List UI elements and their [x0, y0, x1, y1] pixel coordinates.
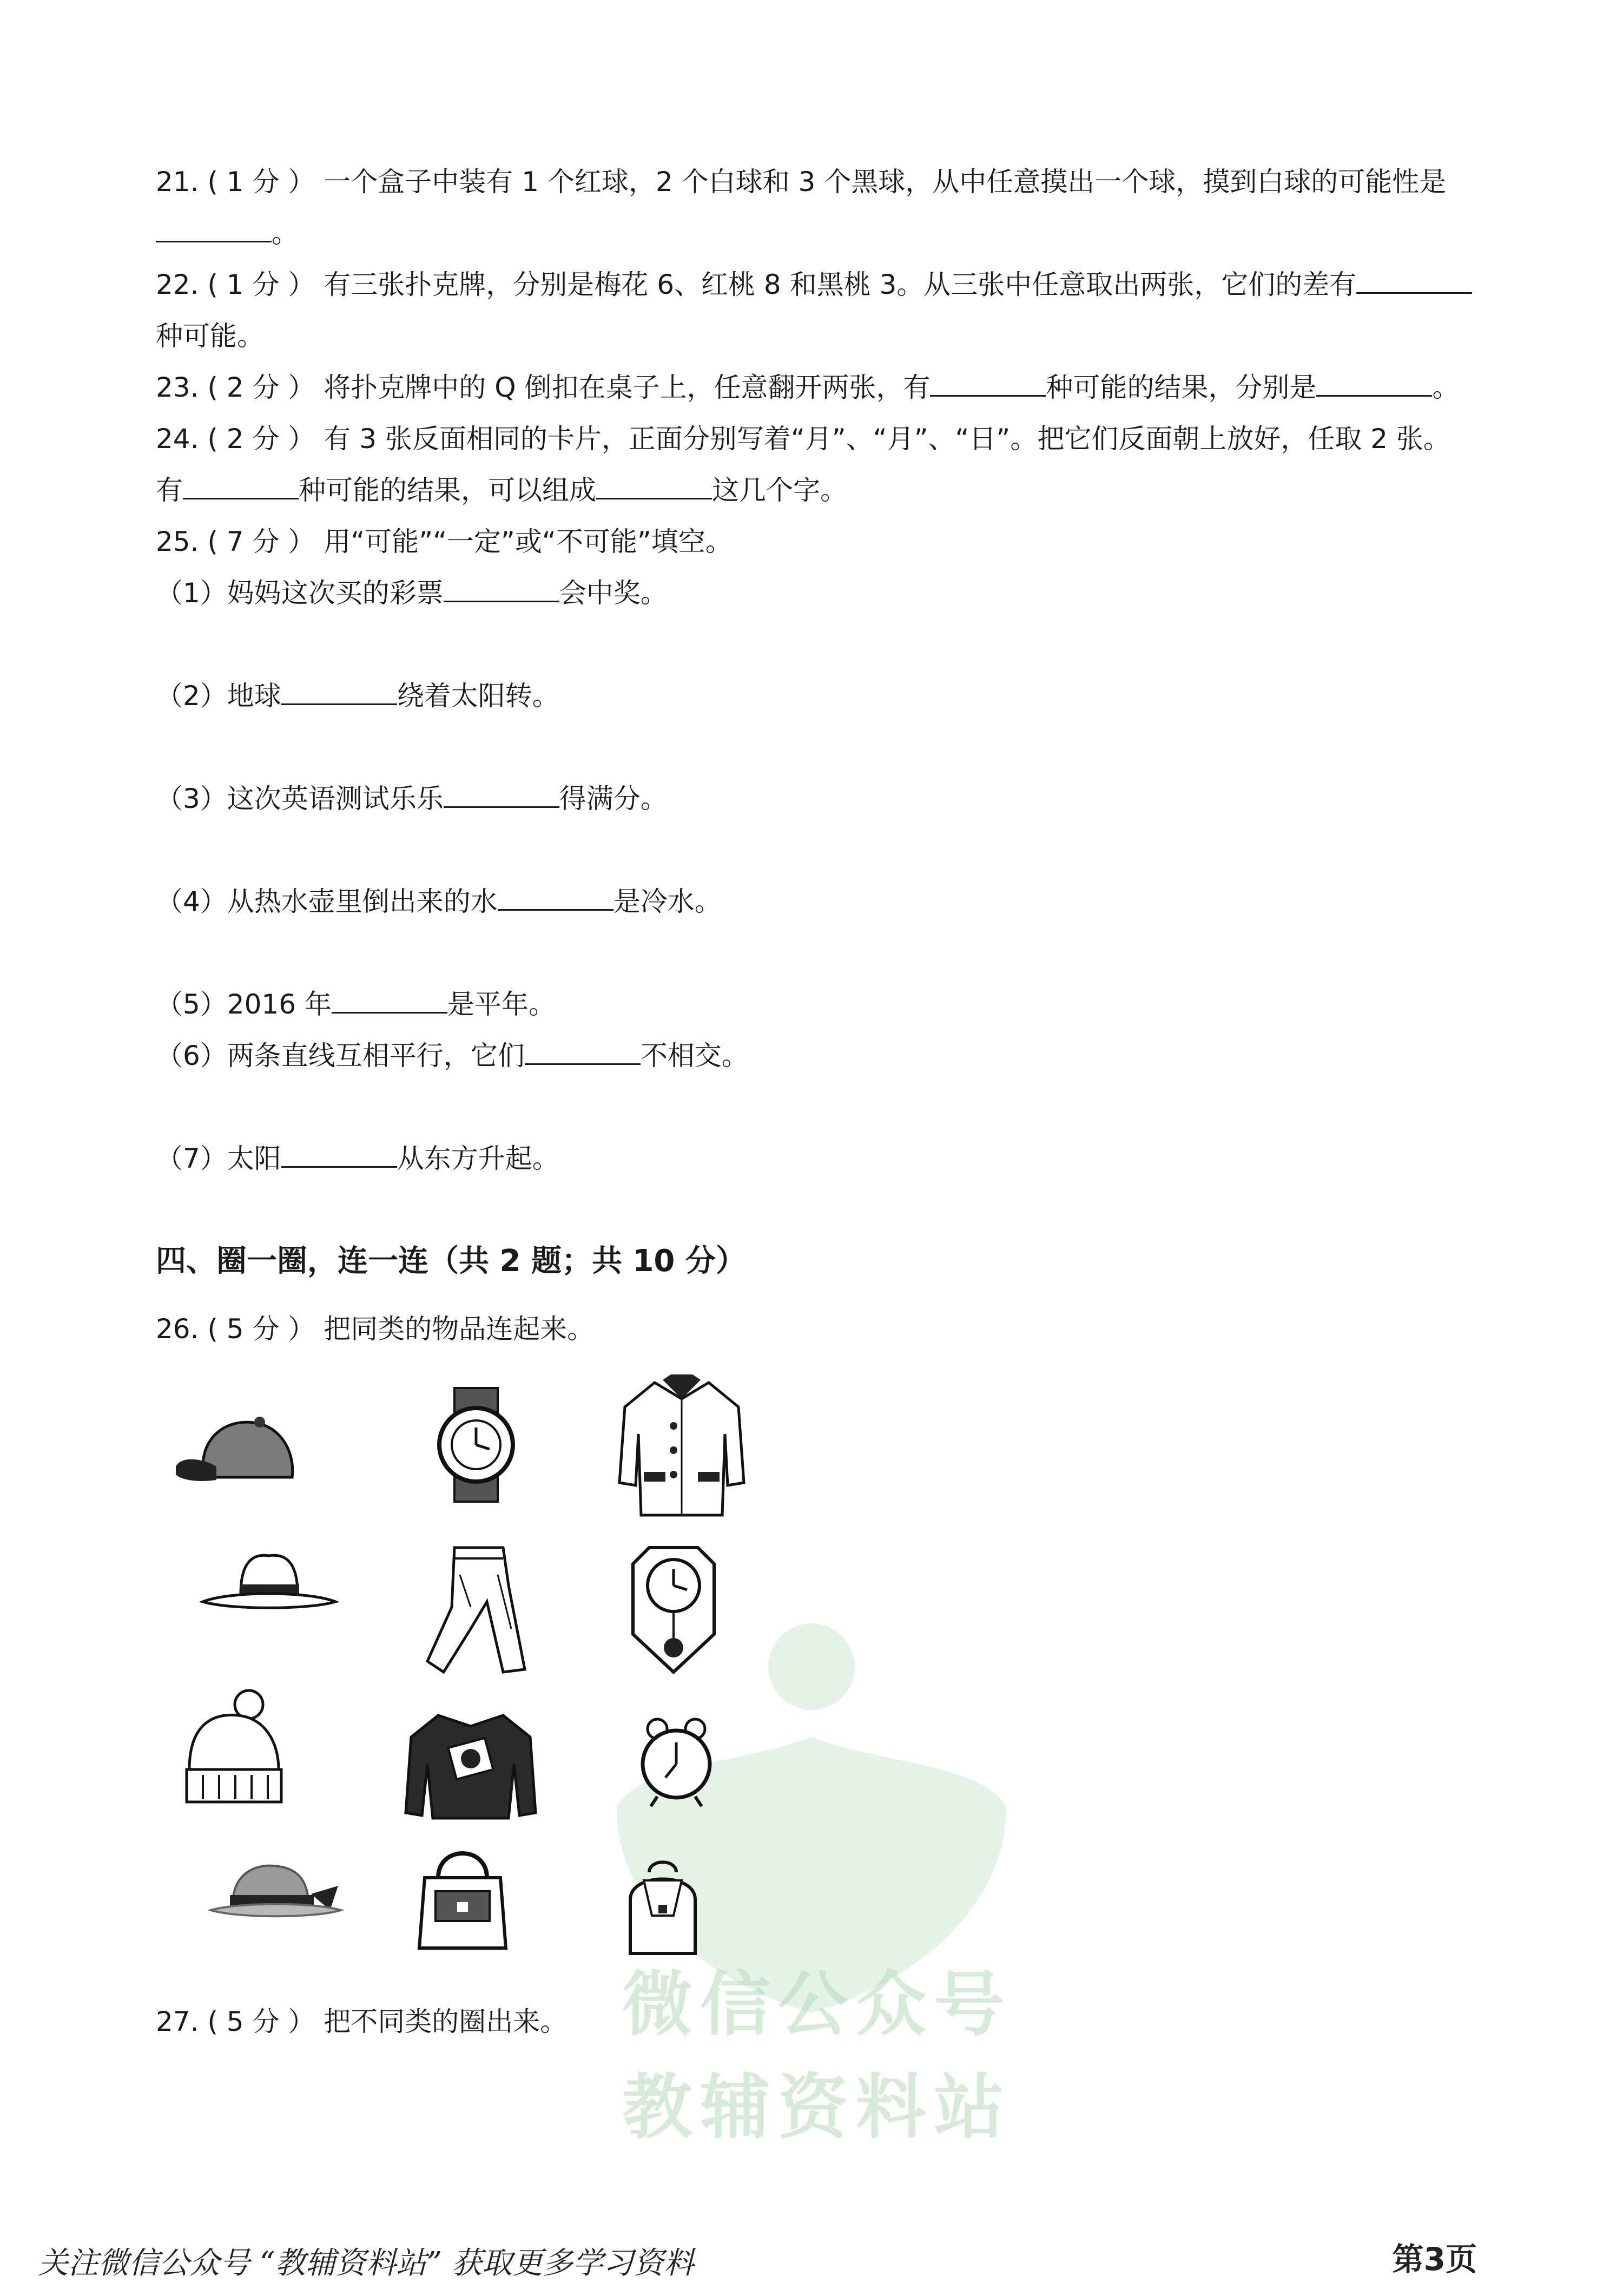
answer-blank[interactable] [444, 574, 559, 602]
q21-line2: 。 [156, 214, 1482, 253]
answer-blank[interactable] [183, 471, 299, 499]
q25-item-2: （2）地球 绕着太阳转。 [156, 676, 1482, 715]
q24-line2: 有 种可能的结果，可以组成 这几个字。 [156, 471, 1482, 510]
watermark-text-2: 教辅资料站 [622, 2066, 1012, 2148]
jacket-icon[interactable] [400, 1705, 541, 1824]
backpack-icon[interactable] [619, 1856, 706, 1959]
answer-blank[interactable] [525, 1036, 641, 1065]
q25-item-6: （6）两条直线互相平行，它们 不相交。 [156, 1036, 1482, 1075]
q25-item-5: （5）2016 年 是平年。 [156, 985, 1482, 1024]
q21-line1: 21. ( 1 分 ） 一个盒子中装有 1 个红球，2 个白球和 3 个黑球，从中任意摸出一个球，摸到白球的可能性是 [156, 166, 1447, 198]
handbag-icon[interactable] [414, 1840, 511, 1953]
answer-blank[interactable] [444, 779, 559, 808]
fedora-hat-icon[interactable] [197, 1542, 341, 1623]
q25-stem: 25. ( 7 分 ） 用“可能”“一定”或“不可能”填空。 [156, 526, 733, 557]
q27-stem: 27. ( 5 分 ） 把不同类的圈出来。 [156, 2006, 568, 2037]
answer-blank[interactable] [281, 1139, 397, 1168]
answer-blank[interactable] [332, 985, 447, 1014]
answer-blank[interactable] [596, 471, 712, 499]
q22-line2: 种可能。 [156, 320, 264, 352]
answer-blank[interactable] [1316, 368, 1432, 397]
page-number: 第3页 [1392, 2241, 1477, 2278]
alarm-clock-icon[interactable] [636, 1715, 717, 1807]
q25-item-4: （4）从热水壶里倒出来的水 是冷水。 [156, 882, 1482, 921]
q22-line1: 22. ( 1 分 ） 有三张扑克牌，分别是梅花 6、红桃 8 和黑桃 3。从三张中任意取出两张，它们的差有 [156, 265, 1482, 304]
straw-hat-icon[interactable] [206, 1851, 346, 1932]
q25-item-3: （3）这次英语测试乐乐 得满分。 [156, 779, 1482, 818]
q25-item-7: （7）太阳 从东方升起。 [156, 1139, 1482, 1178]
q23-line: 23. ( 2 分 ） 将扑克牌中的 Q 倒扣在桌子上，任意翻开两张，有 种可能的结果，分别是 。 [156, 368, 1482, 407]
knit-beanie-icon[interactable] [179, 1688, 287, 1807]
wristwatch-icon[interactable] [422, 1385, 530, 1504]
answer-blank[interactable] [498, 882, 613, 911]
footer-promo: 关注微信公众号 “教辅资料站” 获取更多学习资料 [38, 2246, 694, 2281]
q26-stem: 26. ( 5 分 ） 把同类的物品连起来。 [156, 1313, 595, 1345]
answer-blank[interactable] [930, 368, 1046, 397]
q25-item-1: （1）妈妈这次买的彩票 会中奖。 [156, 574, 1482, 613]
watermark-text-1: 微信公众号 [622, 1963, 1012, 2045]
pendulum-clock-icon[interactable] [628, 1542, 720, 1677]
answer-blank[interactable] [156, 214, 272, 242]
q24-line1: 24. ( 2 分 ） 有 3 张反面相同的卡片，正面分别写着“月”、“月”、“日”。把它们反面朝上放好，任取 2 张。 [156, 423, 1450, 455]
answer-blank[interactable] [1356, 265, 1472, 294]
baseball-cap-icon[interactable] [165, 1402, 311, 1499]
coat-icon[interactable] [611, 1374, 752, 1521]
answer-blank[interactable] [281, 676, 397, 705]
section-heading: 四、圈一圈，连一连（共 2 题；共 10 分） [156, 1244, 746, 1279]
trousers-icon[interactable] [422, 1542, 530, 1677]
